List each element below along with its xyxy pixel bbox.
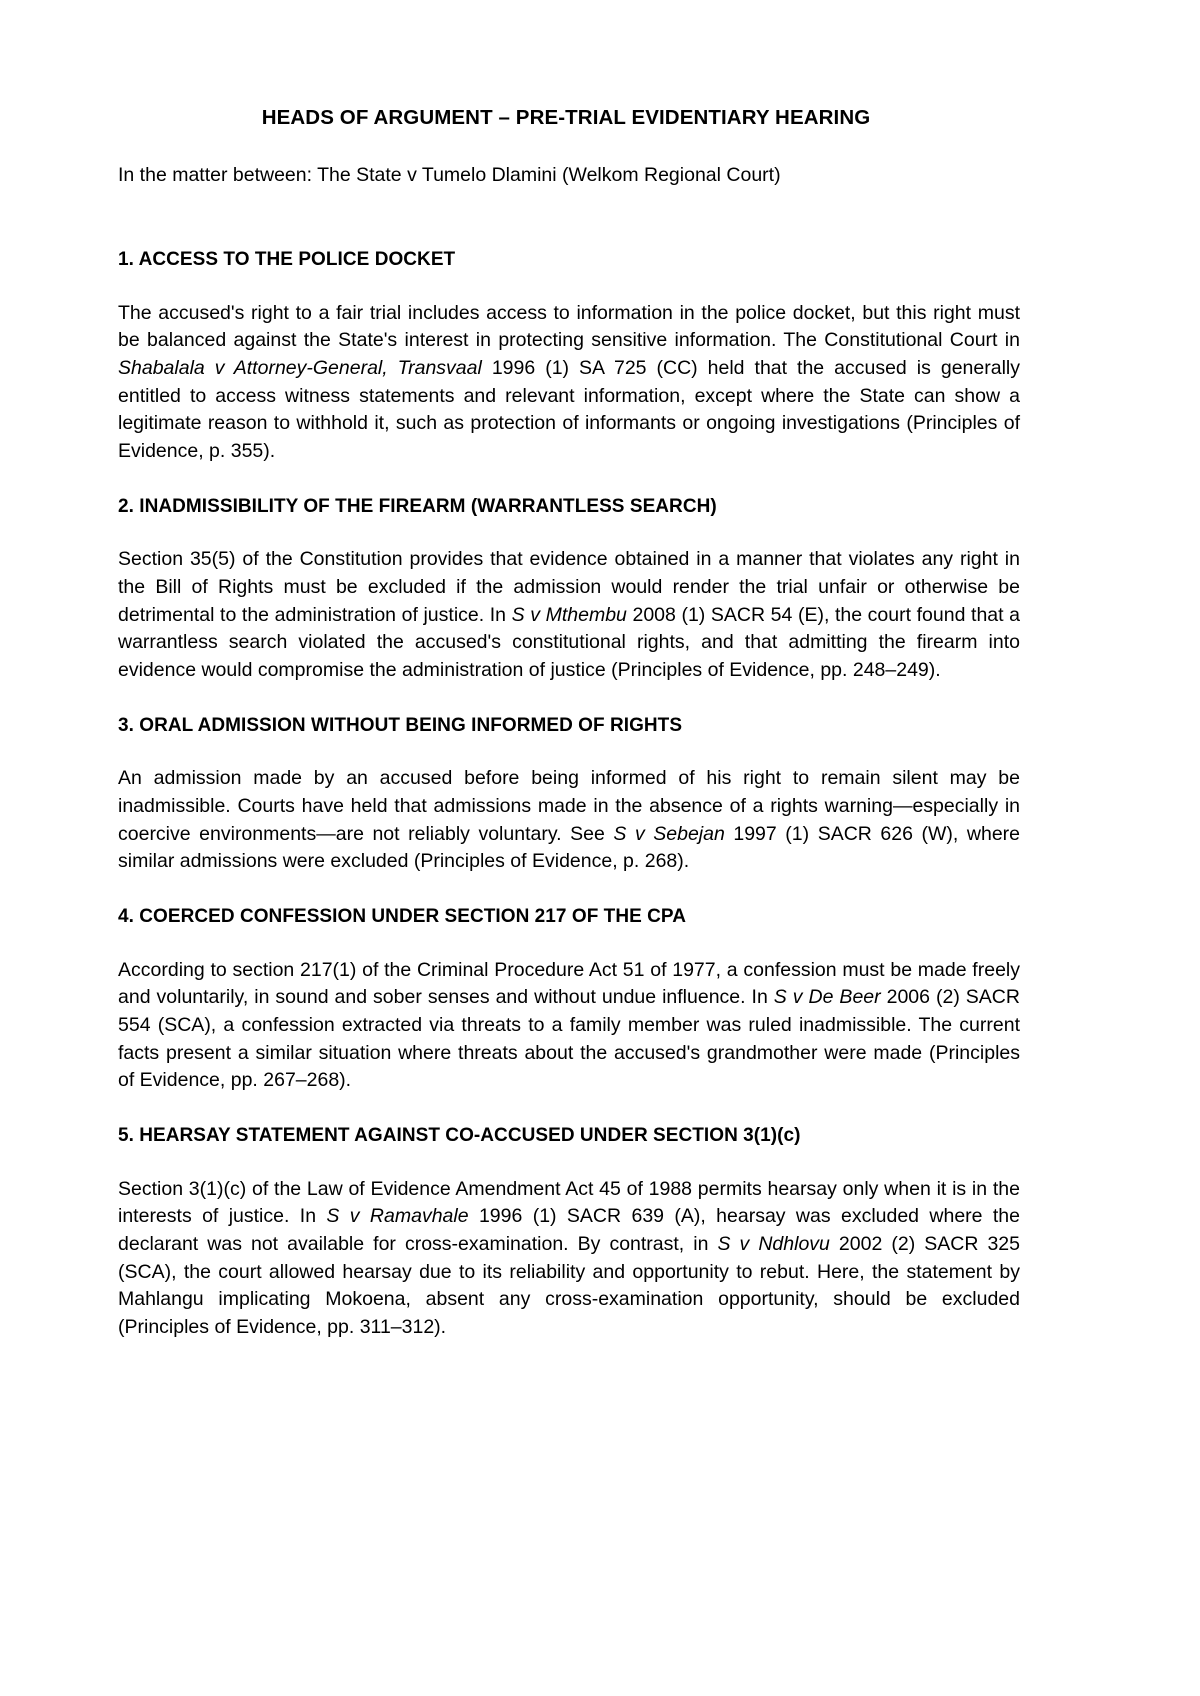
case-citation: S v Sebejan (613, 822, 725, 845)
body-text: 1997 (1) SACR 626 (W), where similar admissions were excluded (Principles of Evidence, p. 268). (118, 822, 1021, 873)
document-section (118, 1123, 1020, 1342)
body-text: 2002 (2) SACR 325 (SCA), the court allowed hearsay due to its reliability and opportunity to rebut. Here, the statement by Mahlangu implicating Mokoena, absent any cross-examination opportunity, should be excluded (Principles of Evidence, pp. 311–312). (118, 1233, 1020, 1339)
section-body (118, 546, 1020, 684)
section-heading: 1. ACCESS TO THE POLICE DOCKET (118, 248, 456, 270)
case-reference-line: In the matter between: The State v Tumelo Dlamini (Welkom Regional Court) (118, 163, 781, 186)
body-text: According to section 217(1) of the Criminal Procedure Act 51 of 1977, a confession must be made freely and voluntarily, in sound and sober senses and without undue influence. In (118, 958, 1020, 1009)
section-body (118, 957, 1020, 1095)
case-citation: S v Mthembu (511, 603, 627, 626)
section-heading: 4. COERCED CONFESSION UNDER SECTION 217 OF THE CPA (118, 906, 687, 928)
section-body (118, 1176, 1020, 1342)
page-title: HEADS OF ARGUMENT – PRE-TRIAL EVIDENTIARY HEARING (261, 106, 871, 129)
body-text: 2006 (2) SACR 554 (SCA), a confession extracted via threats to a family member was ruled inadmissible. The current facts present a similar situation where threats about the accused's grandmother were made (Principles of Evidence, pp. 267–268). (118, 986, 1020, 1092)
body-text: 1996 (1) SACR 639 (A), hearsay was excluded where the declarant was not available for cross-examination. By contrast, in (118, 1205, 1020, 1256)
body-text: An admission made by an accused before being informed of his right to remain silent may be inadmissible. Courts have held that admissions made in the absence of a rights warning—especially in coercive environments—are not reliably voluntary. See (118, 767, 1020, 845)
body-text: The accused's right to a fair trial includes access to information in the police docket, but this right must be balanced against the State's interest in protecting sensitive information. The Constitutional Court in (118, 301, 1020, 352)
section-heading: 2. INADMISSIBILITY OF THE FIREARM (WARRANTLESS SEARCH) (118, 495, 717, 517)
section-body (118, 300, 1020, 466)
section-heading: 3. ORAL ADMISSION WITHOUT BEING INFORMED OF RIGHTS (118, 714, 683, 736)
case-citation: Shabalala v Attorney-General, Transvaal (118, 356, 482, 379)
body-text: Section 35(5) of the Constitution provides that evidence obtained in a manner that violates any right in the Bill of Rights must be excluded if the admission would render the trial unfair or otherwise be detrimental to the administration of justice. In (118, 548, 1020, 626)
body-text: 1996 (1) SA 725 (CC) held that the accused is generally entitled to access witness statements and relevant information, except where the State can show a legitimate reason to withhold it, such as protection of informants or ongoing investigations (Principles of Evidence, p. 355). (118, 356, 1020, 462)
sections-container (118, 247, 1020, 1342)
document-section (118, 247, 1020, 494)
case-citation: S v Ndhlovu (717, 1233, 830, 1256)
document-section (118, 904, 1020, 1123)
document-section (118, 494, 1020, 713)
section-body (118, 765, 1020, 876)
section-heading: 5. HEARSAY STATEMENT AGAINST CO-ACCUSED UNDER SECTION 3(1)(c) (118, 1125, 801, 1147)
case-citation: S v De Beer (773, 986, 881, 1009)
body-text: Section 3(1)(c) of the Law of Evidence Amendment Act 45 of 1988 permits hearsay only when it is in the interests of justice. In (118, 1177, 1020, 1228)
document-section (118, 713, 1020, 904)
body-text: 2008 (1) SACR 54 (E), the court found that a warrantless search violated the accused's constitutional rights, and that admitting the firearm into evidence would compromise the administration of justice (Principles of Evidence, pp. 248–249). (118, 603, 1020, 682)
case-citation: S v Ramavhale (326, 1205, 469, 1228)
